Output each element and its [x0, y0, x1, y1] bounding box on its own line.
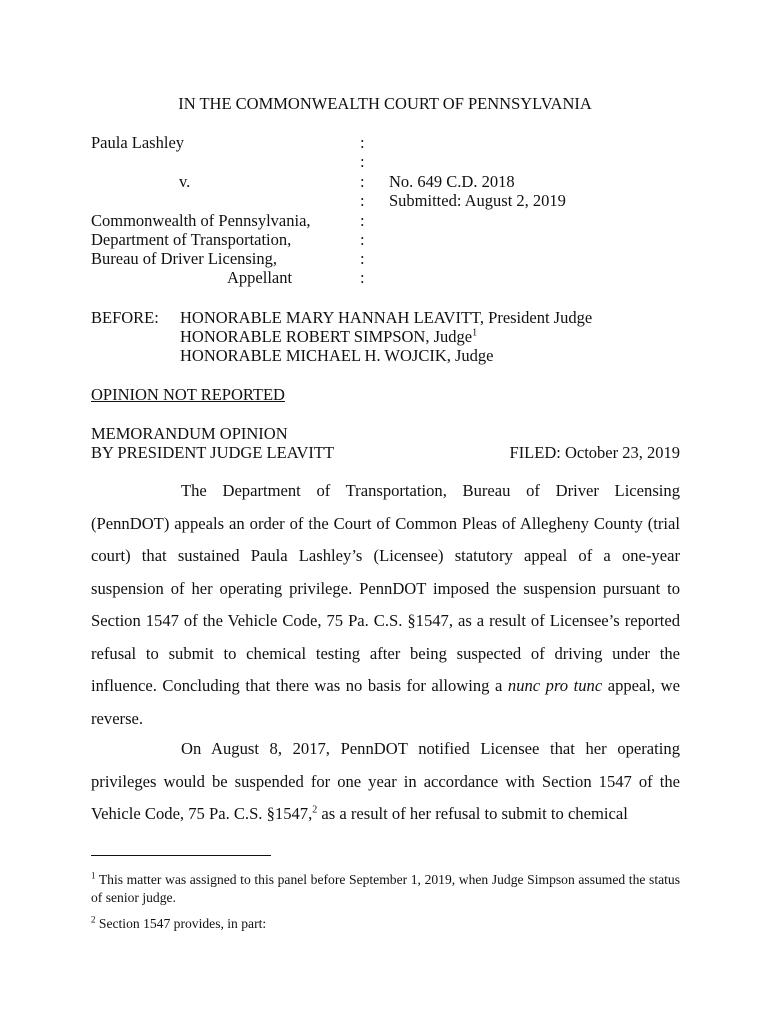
opinion-status: OPINION NOT REPORTED — [91, 385, 285, 404]
caption-colon: : — [360, 191, 365, 210]
footnote-2-number: 2 — [91, 914, 96, 925]
appellant-line-2: Department of Transportation, — [91, 230, 292, 249]
caption-colon: : — [360, 172, 365, 191]
caption-colon: : — [360, 152, 365, 171]
opinion-paragraph-2 — [91, 733, 680, 831]
footnote-ref-1: 1 — [472, 327, 478, 339]
appellant-role: Appellant — [227, 268, 293, 287]
paragraph-2-text: On August 8, 2017, PennDOT notified Licensee that her operating privileges would be suspended for one year in accordance with Section 1547 of the Vehicle Code, 75 Pa. C.S. §1547, — [91, 739, 680, 823]
before-label: BEFORE: — [91, 308, 159, 327]
footnote-1-text: This matter was assigned to this panel before September 1, 2019, when Judge Simpson assumed the status of senior judge. — [91, 872, 680, 905]
versus-label: v. — [179, 172, 191, 191]
footnote-1 — [91, 871, 680, 907]
footnote-ref-2: 2 — [312, 804, 318, 816]
memorandum-byline: BY PRESIDENT JUDGE LEAVITT — [91, 443, 335, 462]
memorandum-title: MEMORANDUM OPINION — [91, 424, 288, 443]
appellant-line-1: Commonwealth of Pennsylvania, — [91, 211, 311, 230]
footnote-divider — [91, 855, 271, 856]
paragraph-1-text: The Department of Transportation, Bureau of Driver Licensing (PennDOT) appeals an order of the Court of Common Pleas of Allegheny County (trial court) that sustained Paula Lashley’s (Licensee) statutory appeal of a one-year suspension of her operating privilege. PennDOT imposed the suspension pursuant to Section 1547 of the Vehicle Code, 75 Pa. C.S. §1547, as a result of Licensee’s reported refusal to submit to chemical testing after being suspected of driving under the influence. Concluding that there was no basis for allowing a — [91, 481, 680, 695]
filed-date: FILED: October 23, 2019 — [509, 443, 680, 462]
case-number: No. 649 C.D. 2018 — [389, 172, 515, 191]
judge-line-3: HONORABLE MICHAEL H. WOJCIK, Judge — [180, 346, 494, 365]
judge-line-1: HONORABLE MARY HANNAH LEAVITT, President Judge — [180, 308, 593, 327]
caption-colon: : — [360, 268, 365, 287]
appellee-name: Paula Lashley — [91, 133, 185, 152]
footnote-1-number: 1 — [91, 870, 96, 881]
judge-line-2-text: HONORABLE ROBERT SIMPSON, Judge — [180, 327, 473, 346]
appellant-line-3: Bureau of Driver Licensing, — [91, 249, 278, 268]
judge-line-2 — [180, 327, 477, 346]
paragraph-1-italic: nunc pro tunc — [507, 676, 603, 695]
footnote-2 — [91, 915, 680, 933]
paragraph-2-end: as a result of her refusal to submit to chemical — [317, 804, 628, 823]
opinion-paragraph-1 — [91, 475, 680, 735]
paragraph-1-end: appeal, we reverse. — [91, 676, 681, 728]
court-title: IN THE COMMONWEALTH COURT OF PENNSYLVANIA — [178, 94, 592, 113]
caption-colon: : — [360, 133, 365, 152]
caption-colon: : — [360, 230, 365, 249]
footnote-2-text: Section 1547 provides, in part: — [98, 916, 267, 931]
submitted-date: Submitted: August 2, 2019 — [389, 191, 566, 210]
caption-colon: : — [360, 211, 365, 230]
caption-colon: : — [360, 249, 365, 268]
